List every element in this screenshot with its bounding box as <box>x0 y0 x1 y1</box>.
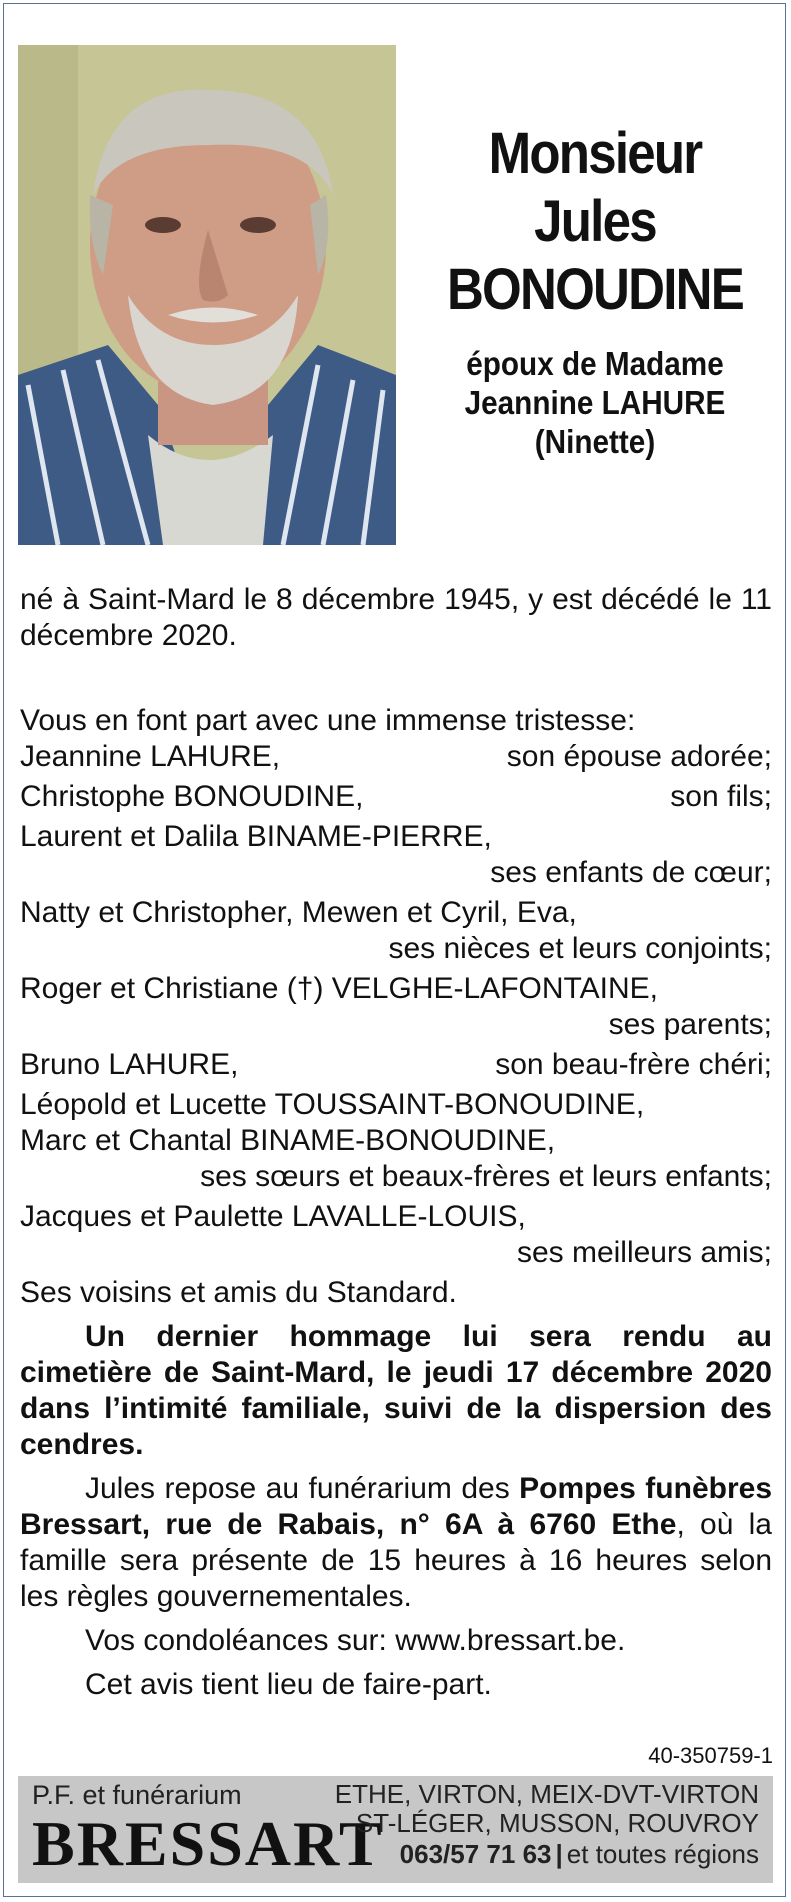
footer-regions: et toutes régions <box>566 1839 759 1869</box>
family-name: Léopold et Lucette TOUSSAINT-BONOUDINE, <box>20 1088 645 1121</box>
footer-contact <box>335 1838 759 1870</box>
family-relation: son épouse adorée; <box>506 740 772 773</box>
footer-brand-logo: BRESSART <box>32 1808 384 1879</box>
family-entry <box>20 739 772 775</box>
last-name: BONOUDINE <box>446 257 744 322</box>
family-relation: ses meilleurs amis; <box>516 1236 772 1269</box>
family-relation: ses nièces et leurs conjoints; <box>388 932 772 965</box>
footer-locations <box>335 1780 759 1870</box>
funeral-home-intro: Jules repose au funérarium des <box>85 1472 520 1505</box>
family-name: Ses voisins et amis du Standard. <box>20 1276 457 1309</box>
notice-text: Cet avis tient lieu de faire-part. <box>85 1668 492 1701</box>
family-name: Jacques et Paulette LAVALLE-LOUIS, <box>20 1200 526 1233</box>
funeral-home-details: , où la famille sera présente de 15 heures à 16 heures selon les règles gouvernementales. <box>20 1508 772 1613</box>
family-name: Marc et Chantal BINAME-BONOUDINE, <box>20 1124 556 1157</box>
footer-places-2: ST-LÉGER, MUSSON, ROUVROY <box>355 1808 759 1838</box>
family-entry <box>20 1047 772 1083</box>
intro-text: Vous en font part avec une immense tristesse: <box>20 704 636 737</box>
family-name: Bruno LAHURE, <box>20 1048 239 1081</box>
footer-separator: | <box>555 1839 563 1869</box>
family-name: Jeannine LAHURE, <box>20 740 281 773</box>
family-name: Christophe BONOUDINE, <box>20 780 364 813</box>
deceased-name-block <box>410 120 780 461</box>
family-name: Laurent et Dalila BINAME-PIERRE, <box>20 820 492 853</box>
funeral-home-address: Pompes funèbres Bressart, rue de Rabais, n° 6A à 6760 Ethe <box>20 1472 773 1541</box>
family-relation: ses enfants de cœur; <box>490 856 772 889</box>
footer-pf-label: P.F. et funérarium <box>32 1780 242 1810</box>
spouse-line-3: (Ninette) <box>534 423 656 460</box>
first-name: Jules <box>534 189 656 254</box>
birth-death-text: né à Saint-Mard le 8 décembre 1945, y est décédé le 11 décembre 2020. <box>20 583 772 652</box>
family-relation: ses parents; <box>608 1008 772 1041</box>
ceremony-text: Un dernier hommage lui sera rendu au cimetière de Saint-Mard, le jeudi 17 décembre 2020 dans l’intimité familiale, suivi de la dispersion des cendres. <box>20 1320 772 1461</box>
family-name: Roger et Christiane (†) VELGHE-LAFONTAINE, <box>20 972 658 1005</box>
family-relation: son beau-frère chéri; <box>495 1048 772 1081</box>
notice-body <box>20 582 772 1703</box>
spouse-info <box>429 344 762 461</box>
honorific: Monsieur <box>488 121 702 186</box>
footer-places-1: ETHE, VIRTON, MEIX-DVT-VIRTON <box>334 1779 759 1809</box>
family-entry <box>20 779 772 815</box>
condolences-text: Vos condoléances sur: www.bressart.be. <box>85 1624 626 1657</box>
family-relation: ses sœurs et beaux-frères et leurs enfants; <box>200 1160 772 1193</box>
family-relation: son fils; <box>670 780 772 813</box>
portrait-photo <box>18 45 396 545</box>
footer-phone: 063/57 71 63 <box>399 1839 552 1869</box>
family-name: Natty et Christopher, Mewen et Cyril, Eva, <box>20 896 577 929</box>
funeral-home-footer <box>18 1776 773 1883</box>
funeral-home-text <box>20 1471 772 1615</box>
spouse-line-1: époux de Madame <box>466 345 724 382</box>
spouse-line-2: Jeannine LAHURE <box>464 384 726 421</box>
reference-number: 40-350759-1 <box>648 1743 773 1768</box>
